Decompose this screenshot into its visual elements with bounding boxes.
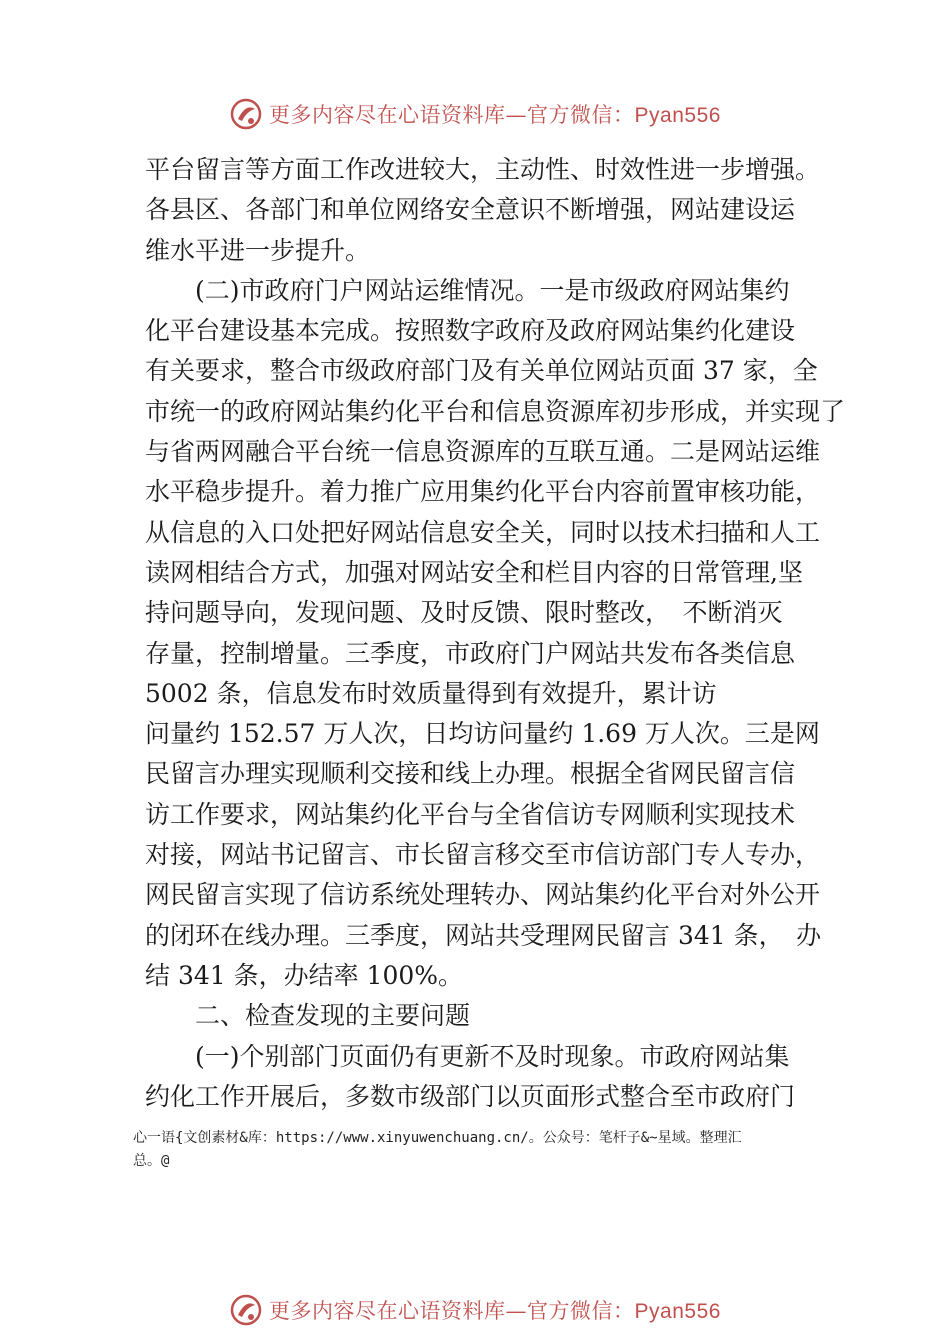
body-line: 从信息的入口处把好网站信息安全关，同时以技术扫描和人工	[145, 517, 821, 547]
body-line: 化平台建设基本完成。按照数字政府及政府网站集约化建设	[145, 316, 796, 346]
body-line: 有关要求，整合市级政府部门及有关单位网站页面 37 家，全	[145, 356, 818, 386]
footer-banner	[0, 1290, 950, 1330]
footer-line-2: 总。@	[133, 1153, 170, 1169]
body-line: 问量约 152.57 万人次，日均访问量约 1.69 万人次。三是网	[145, 719, 820, 749]
body-line: 维水平进一步提升。	[145, 235, 371, 265]
banner-wechat-id: Pyan556	[634, 104, 721, 127]
header-banner	[0, 94, 950, 134]
body-line: 的闭环在线办理。三季度，网站共受理网民留言 341 条， 办	[145, 920, 822, 950]
body-line: (二)市政府门户网站运维情况。一是市级政府网站集约	[145, 275, 790, 305]
body-line: 市统一的政府网站集约化平台和信息资源库初步形成，并实现了	[145, 396, 846, 426]
body-line: 对接，网站书记留言、市长留言移交至市信访部门专人专办，	[145, 840, 821, 870]
body-line: 结 341 条，办结率 100%。	[145, 960, 464, 990]
footer-line-1: 心一语{文创素材&库：https://www.xinyuwenchuang.cn/。公众号：笔杆子&~星域。整理汇	[133, 1130, 742, 1146]
banner-text	[269, 99, 721, 129]
body-line: 水平稳步提升。着力推广应用集约化平台内容前置审核功能，	[145, 477, 821, 507]
banner-main-text: 更多内容尽在心语资料库—官方微信：	[269, 103, 635, 127]
section-heading: 二、检查发现的主要问题	[145, 1001, 471, 1031]
banner-text	[269, 1295, 721, 1325]
body-line: 平台留言等方面工作改进较大，主动性、时效性进一步增强。	[145, 155, 821, 184]
document-body	[145, 150, 846, 1117]
banner-wechat-id: Pyan556	[634, 1300, 721, 1323]
body-line: 各县区、各部门和单位网络安全意识不断增强，网站建设运	[145, 195, 796, 225]
body-line: 持问题导向，发现问题、及时反馈、限时整改， 不断消灭	[145, 598, 783, 628]
body-line: 民留言办理实现顺利交接和线上办理。根据全省网民留言信	[145, 759, 796, 789]
brand-logo-icon	[229, 97, 263, 131]
body-line: (一)个别部门页面仍有更新不及时现象。市政府网站集	[145, 1041, 790, 1071]
body-line: 网民留言实现了信访系统处理转办、网站集约化平台对外公开	[145, 880, 821, 910]
brand-logo-icon	[229, 1293, 263, 1327]
body-line: 读网相结合方式，加强对网站安全和栏目内容的日常管理,坚	[145, 557, 803, 587]
footer-note	[133, 1127, 833, 1173]
body-line: 访工作要求，网站集约化平台与全省信访专网顺利实现技术	[145, 799, 796, 829]
banner-main-text: 更多内容尽在心语资料库—官方微信：	[269, 1299, 635, 1323]
body-line: 5002 条，信息发布时效质量得到有效提升，累计访	[145, 678, 717, 708]
body-line: 约化工作开展后，多数市级部门以页面形式整合至市政府门	[145, 1081, 796, 1111]
body-line: 存量，控制增量。三季度，市政府门户网站共发布各类信息	[145, 638, 796, 668]
body-line: 与省两网融合平台统一信息资源库的互联互通。二是网站运维	[145, 437, 821, 467]
